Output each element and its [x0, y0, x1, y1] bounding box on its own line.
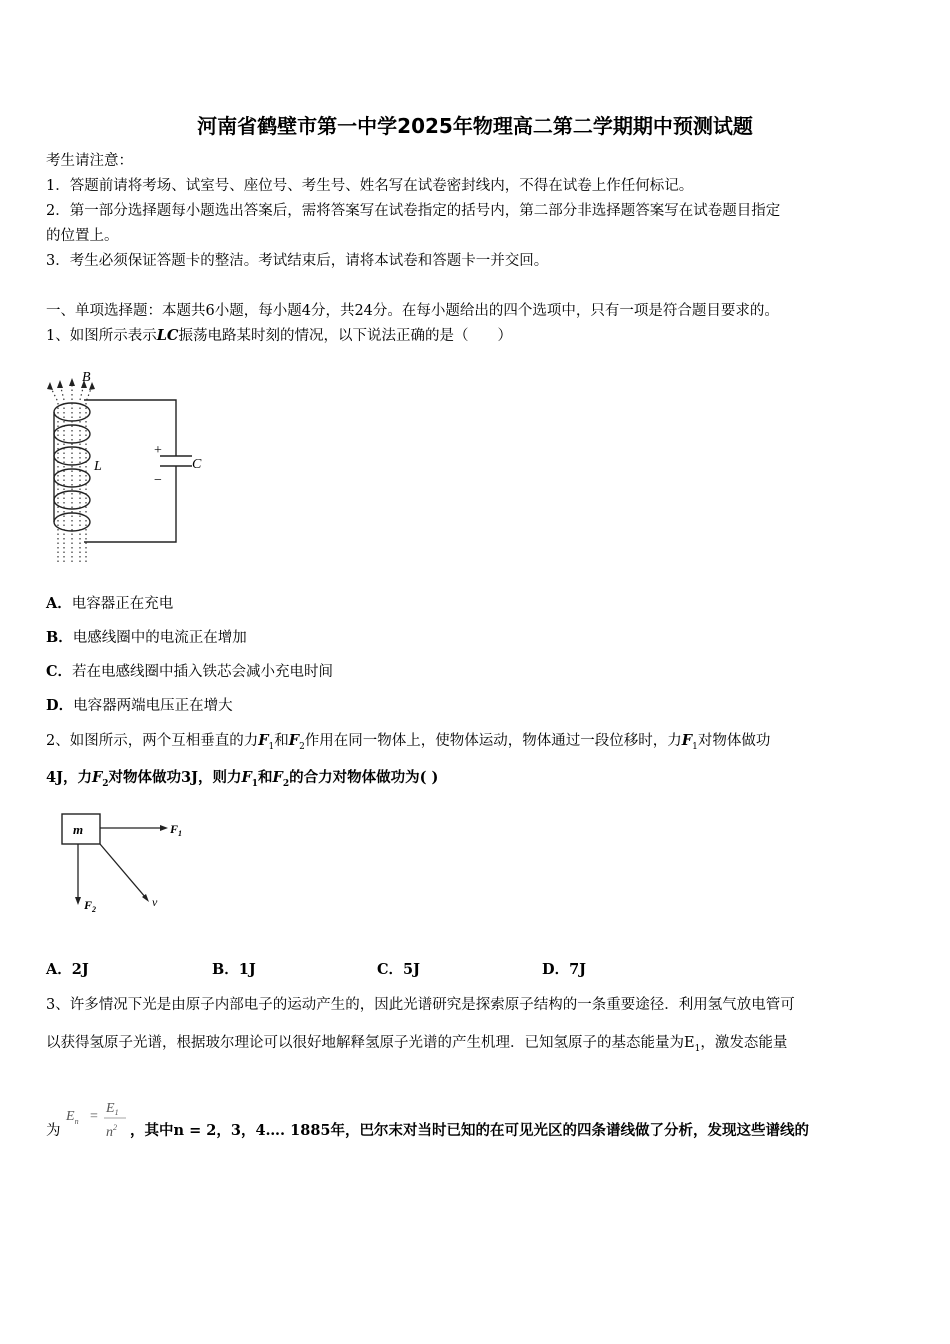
q3-line-1: 3、许多情况下光是由原子内部电子的运动产生的，因此光谱研究是探索原子结构的一条重要途径．利用氢气放电管可: [46, 997, 795, 1013]
mass-label: m: [73, 822, 84, 837]
f2-label: $F_2$: [84, 898, 97, 914]
q1-stem-pre: 1、如图所示表示: [46, 328, 157, 344]
q2-option-d: D．7J: [542, 961, 587, 978]
q2-option-b: B．1J: [212, 961, 256, 978]
notice-heading: 考生请注意：: [46, 153, 133, 169]
section-1-heading: 一、单项选择题：本题共6小题，每小题4分，共24分。在每小题给出的四个选项中，只有一项是符合题目要求的。: [46, 303, 779, 319]
q1-option-c: C．若在电感线圈中插入铁芯会减小充电时间: [46, 663, 334, 680]
formula-denominator: $n^2$: [106, 1123, 117, 1140]
q1-option-b: B．电感线圈中的电流正在增加: [46, 629, 247, 646]
q3-line-3-prefix: 为: [46, 1123, 61, 1139]
f1-label: $F_1$: [170, 822, 183, 838]
q1-option-d: D．电容器两端电压正在增大: [46, 697, 233, 714]
lc-circuit-figure: [44, 362, 224, 567]
q1-lc: LC: [156, 327, 179, 344]
notice-item-2: 2．第一部分选择题每小题选出答案后，需将答案写在试卷指定的括号内，第二部分非选择题答案写在试卷题目指定: [46, 203, 781, 219]
energy-formula: [64, 1094, 130, 1144]
notice-item-2-cont: 的位置上。: [46, 228, 119, 244]
q3-line-3: ，其中n = 2，3，4…. 1885年，巴尔末对当时已知的在可见光区的四条谱线做了分析，发现这些谱线的: [130, 1122, 810, 1139]
notice-item-1: 1．答题前请将考场、试室号、座位号、考生号、姓名写在试卷密封线内，不得在试卷上作任何标记。: [46, 178, 694, 194]
q1-stem: [46, 326, 512, 346]
q2-stem-line-1: 2、如图所示，两个互相垂直的力$F_1$和$F_2$作用在同一物体上，使物体运动，物体通过一段位移时，力$F_1$对物体做功: [46, 732, 771, 752]
formula-lhs: $E_n$: [66, 1109, 79, 1126]
force-diagram: [56, 808, 206, 918]
q2-option-a: A．2J: [46, 961, 89, 978]
q2-option-c: C．5J: [377, 961, 420, 978]
plus-sign: +: [154, 443, 162, 458]
label-b: B: [82, 370, 91, 385]
label-l: L: [94, 459, 102, 474]
formula-eq: =: [90, 1109, 98, 1124]
velocity-label: v: [152, 895, 158, 909]
q1-stem-post: 振荡电路某时刻的情况，以下说法正确的是（ ）: [178, 328, 512, 344]
minus-sign: −: [154, 473, 162, 488]
page-title: 河南省鹤壁市第一中学2025年物理高二第二学期期中预测试题: [197, 114, 753, 138]
q2-stem-line-2: 4J，力$F_2$对物体做功3J，则力$F_1$和$F_2$的合力对物体做功为( ): [46, 769, 439, 789]
notice-item-3: 3．考生必须保证答题卡的整洁。考试结束后，请将本试卷和答题卡一并交回。: [46, 253, 549, 269]
q1-option-a: A．电容器正在充电: [46, 595, 174, 612]
label-c: C: [192, 457, 202, 472]
q3-line-2: 以获得氢原子光谱，根据玻尔理论可以很好地解释氢原子光谱的产生机理．已知氢原子的基态能量为$E_1$，激发态能量: [46, 1035, 788, 1054]
formula-numerator: $E_1$: [106, 1101, 119, 1117]
